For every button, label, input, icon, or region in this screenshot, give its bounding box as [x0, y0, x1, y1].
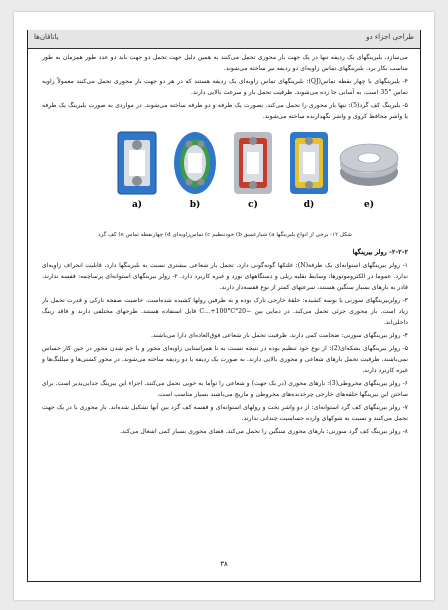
paragraph: ۵- بلبرینگ کف گرد(5): تنها بار محوری را تحمل می‌کند. بصورت یک طرفه و دو طرفه ساخته می‌شوند. در مواردی به صورت بلبرینگ یک طرفه یا واشر محافظ کروی و واشر نگهدارنده ساخته می‌شوند.	[42, 102, 408, 120]
paragraph: ۴- بلبرینگهای با چهار نقطه تماس(QJ): بلبرینگهای تماس زاویه‌ای یک ردیفه هستند که در هر دو جهت بار محوری تحمل می‌کنند معمولاً زاویه تماس °35 است. به آسانی جا زده می‌شوند. ظرفیت تحمل بار و سرعت بالایی دارند.	[42, 78, 408, 96]
document-page	[14, 12, 434, 600]
figure-label-b: b)	[189, 200, 201, 210]
section-heading: ۲-۲-۲- رولر بیرینگها	[352, 248, 408, 256]
bearing-figure	[42, 128, 408, 228]
self-aligning-bearing-icon	[166, 128, 224, 198]
paragraph: ۶- رولر بیرینگهای مخروطی(3): بارهای محوری (در یک جهت) و شعاعی را توأما به خوبی تحمل می‌کنند. اجزاء این بیرینگ جدایی‌پذیر است. برای ساختن این بیرینگها حلقه‌های خارجی چرخدنده‌های مخروطی و ماریچ می‌باشند بسیار مناسب است.	[42, 380, 408, 398]
figure-label-e: e)	[364, 200, 374, 210]
header-section-title: یاتاقان‌ها	[34, 33, 59, 41]
paragraph: ۵- رولر بیرینگهای بشکه‌ای(2): از نوع خود تنظیم بوده در نتیجه نسبت به نا همراستایی زاویه‌ای محور و یا خم شدن محور در حین کار حساس نمی‌باشند. ظرفیت تحمل بارهای شعاعی و محوری بالایی دارند. به صورت یک ردیفه یا دو ردیفه ساخته می‌شوند. در محور کشتی‌ها و میللنگ‌ها و غیره کاربرد دارند.	[42, 345, 409, 374]
paragraph: می‌سازد. بلبرینگهای یک ردیفه تنها در یک جهت بار محوری تحمل می‌کنند به همین دلیل جهت تحمل دو جهت باید دو عدد طور همزمان به طور مناسب بکار برد. بلبرینگهای تماس زاویه‌ای دو ردیفه نیز ساخته می‌شوند.	[42, 54, 408, 72]
figure-label-c: c)	[248, 200, 258, 210]
bearing-e-image	[336, 128, 402, 211]
thrust-bearing-icon	[336, 128, 402, 198]
page-number: ٣٨	[220, 560, 228, 568]
figure-caption: شکل ۱۲- برخی از انواع بلبرینگها a) شیارعمیق b) خودتنظیم c) تماس‌زاویه‌ای d) چهارنقطه تماس e) کف گرد	[98, 232, 352, 238]
bearing-d-image	[280, 128, 338, 211]
bearing-b-image	[166, 128, 224, 211]
bearing-a-image	[108, 128, 166, 211]
paragraph: ۳- رولربیرینگهای سوزنی یا بوسه‌ کشیده: حلقهٔ خارجی نازک بوده و به طرفین رولها کشیده شده‌است. خاصیت صفحه‌ نازکی و قدرت تحمل بار زیاد است. بار محوری جزئی تحمل می‌کند. در دمایی بین −20°C…+100°C قابل استفاده هستند. طرحهای مختلفی دارند و فاقد رینگ داخلی‌اند.	[42, 297, 408, 326]
deep-groove-bearing-icon	[108, 128, 166, 198]
page-header	[28, 30, 420, 49]
bearing-c-image	[224, 128, 282, 211]
figure-label-d: d)	[303, 200, 315, 210]
angular-contact-bearing-icon	[224, 128, 282, 198]
figure-label-a: a)	[131, 200, 143, 210]
paragraph: ۷- رولر بیرینگهای کف گرد استوانه‌ای: از دو واشر تخت و رولهای استوانه‌ای و قفسه کف گرد بین آنها تشکیل شده‌اند. بار محوری با در یک جهت تحمل می‌کنند و نسبت به شوکهای وارده حساسیت چندانی ندارند.	[42, 404, 408, 422]
four-point-contact-bearing-icon	[280, 128, 338, 198]
paragraph: ۴- رولر بیرینگهای سوزنی: ضخامت کمی دارند. ظرفیت تحمل بار شعاعی فوق‌العاده‌ای دارا می‌باشند.	[150, 332, 408, 339]
paragraph: ۱- رولر بیرینگهای استوانه‌ای یک طرفه(N): غلتکها گونه‌گونی دارد. تحمل بار شعاعی بیشتری نسبت به بلبرینگها دارد. قابلیت انحراف زاویه‌ای ندارد. عموما در الکتروموتورها، وسایط نقلیه ریلی و دستگاههای نورد و غیره کاربرد دارد. ۲- رولر بیرینگهای استوانه‌ای پرساچمه: قفسه ندارند، قادر به بارهای بسیار سنگین هستند، سرعتهای کمتر از نوع قفسه‌دار دارند.	[42, 262, 408, 291]
paragraph: ۸- رولر بیرینگ کف گرد سوزنی: بارهای محوری سنگین را تحمل می‌کند. فضای محوری بسیار کمی اشغال می‌کند.	[119, 428, 408, 435]
page-content	[42, 52, 408, 439]
header-chapter-title: طراحی اجزاء دو	[366, 33, 414, 41]
